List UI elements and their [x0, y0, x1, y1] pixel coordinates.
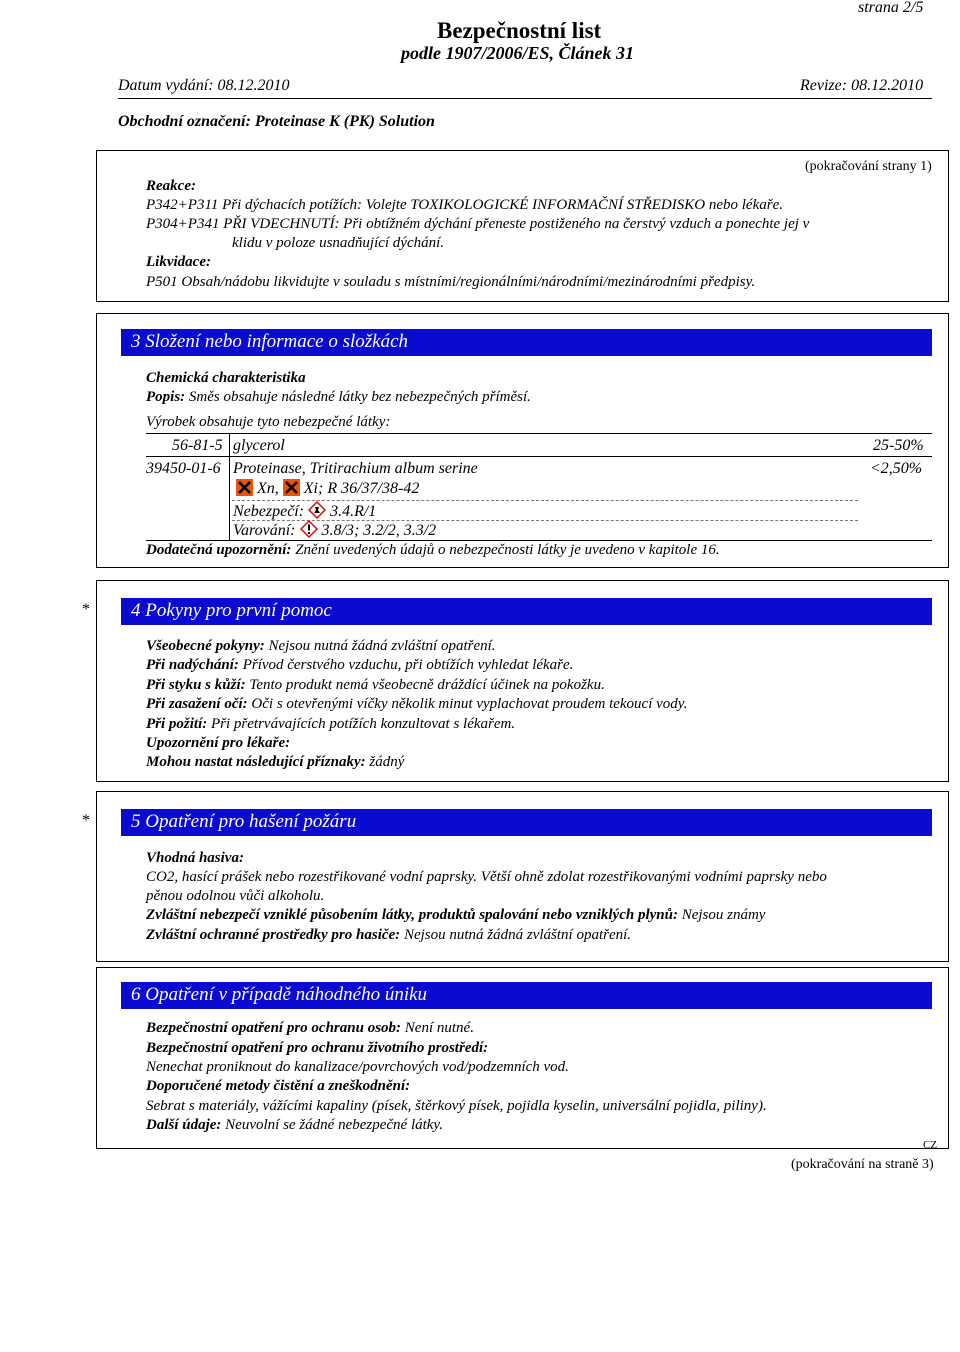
first-aid-label: Při nadýchání: — [146, 657, 239, 673]
classification-line — [236, 479, 419, 498]
continued-to-label: (pokračování na straně 3) — [791, 1157, 934, 1172]
warning-value: 3.8/3; 3.2/2, 3.3/2 — [321, 522, 437, 539]
p304-statement: P304+P341 PŘI VDECHNUTÍ: Při obtížném dýchání přeneste postiženého na čerstvý vzduch a ponechte jej v — [146, 216, 810, 232]
danger-label: Nebezpečí: — [233, 503, 305, 520]
media-text: CO2, hasící prášek nebo rozestřikované vodní paprsky. Větší ohně zdolat rozestřikovanými vodními paprsky nebo — [146, 869, 827, 885]
environment-text: Nenechat proniknout do kanalizace/povrchových vod/podzemních vod. — [146, 1059, 569, 1075]
cleanup-text: Sebrat s materiály, vážícími kapaliny (písek, štěrkový písek, pojidla kyselin, universální pojidla, piliny). — [146, 1098, 767, 1114]
protective-equipment-label: Zvláštní ochranné prostředky pro hasiče: — [146, 927, 401, 943]
first-aid-item — [146, 637, 496, 656]
revision-date: Revize: 08.12.2010 — [800, 77, 924, 94]
change-marker: * — [82, 601, 90, 618]
first-aid-item — [146, 695, 687, 714]
personal-precautions-label: Bezpečnostní opatření pro ochranu osob: — [146, 1020, 402, 1036]
health-hazard-icon — [308, 501, 326, 519]
description-text: Směs obsahuje následné látky bez nebezpečných příměsí. — [188, 389, 531, 405]
special-hazard-text: Nejsou známy — [681, 907, 766, 923]
extra-notes-label: Dodatečná upozornění: — [146, 542, 292, 558]
warning-line — [233, 520, 436, 540]
media-text-cont: pěnou odolnou vůči alkoholu. — [146, 888, 325, 904]
concentration: <2,50% — [870, 460, 923, 477]
more-info-line — [146, 1116, 443, 1135]
personal-precautions-line — [146, 1019, 474, 1038]
exclamation-mark-icon — [300, 520, 318, 538]
extra-notes-text: Znění uvedených údajů o nebezpečnosti látky je uvedeno v kapitole 16. — [295, 542, 720, 558]
more-info-text: Neuvolní se žádné nebezpečné látky. — [225, 1117, 444, 1133]
danger-value: 3.4.R/1 — [330, 503, 377, 520]
media-label: Vhodná hasiva: — [146, 850, 244, 866]
document-subtitle: podle 1907/2006/ES, Článek 31 — [401, 43, 635, 63]
environment-label: Bezpečnostní opatření pro ochranu životního prostředí: — [146, 1040, 489, 1056]
warning-label: Varování: — [233, 522, 296, 539]
header-rule — [118, 98, 932, 99]
chem-characteristic-label: Chemická charakteristika — [146, 370, 306, 386]
more-info-label: Další údaje: — [146, 1117, 222, 1133]
section5-heading: 5 Opatření pro hašení požáru — [131, 811, 357, 832]
special-hazard-label: Zvláštní nebezpečí vzniklé působením látky, produktů spalování nebo vzniklých plynů: — [146, 907, 678, 923]
cleanup-label: Doporučené metody čistění a zneškodnění: — [146, 1078, 411, 1094]
concentration: 25-50% — [873, 437, 924, 454]
section6-heading-bar — [121, 981, 932, 1009]
danger-line — [233, 501, 376, 521]
harmful-x-icon — [236, 479, 253, 496]
first-aid-text: Při přetrvávajících potížích konzultovat s lékařem. — [211, 716, 516, 732]
section3-heading: 3 Složení nebo informace o složkách — [131, 331, 409, 352]
description-label: Popis: — [146, 389, 186, 405]
trade-name: Obchodní označení: Proteinase K (PK) Solution — [118, 113, 435, 130]
description-line — [146, 388, 531, 407]
section5-heading-bar — [121, 808, 932, 836]
first-aid-text: Přívod čerstvého vzduchu, při obtížích vyhledat lékaře. — [242, 657, 574, 673]
first-aid-item — [146, 734, 290, 753]
section6-heading: 6 Opatření v případě náhodného úniku — [131, 984, 428, 1005]
protective-equipment-line — [146, 926, 631, 945]
p342-statement: P342+P311 Při dýchacích potížích: Volejte TOXIKOLOGICKÉ INFORMAČNÍ STŘEDISKO nebo lékaře. — [146, 197, 783, 213]
first-aid-text: Oči s otevřenými víčky několik minut vyplachovat proudem tekoucí vody. — [251, 696, 688, 712]
irritant-x-icon — [283, 479, 300, 496]
first-aid-text: Tento produkt nemá všeobecně dráždící účinek na pokožku. — [249, 677, 605, 693]
first-aid-text: žádný — [369, 754, 405, 770]
p501-statement: P501 Obsah/nádobu likvidujte v souladu s místními/regionálními/národními/mezinárodními předpisy. — [146, 274, 756, 290]
first-aid-label: Upozornění pro lékaře: — [146, 735, 291, 751]
first-aid-label: Při zasažení očí: — [146, 696, 248, 712]
language-code: CZ — [923, 1139, 938, 1151]
page-number: strana 2/5 — [858, 0, 924, 16]
first-aid-label: Při požití: — [146, 716, 208, 732]
first-aid-text: Nejsou nutná žádná zvláštní opatření. — [268, 638, 496, 654]
continued-from-label: (pokračování strany 1) — [805, 159, 932, 174]
first-aid-label: Mohou nastat následující příznaky: — [146, 754, 366, 770]
xn-label: Xn, — [257, 480, 279, 497]
cas-number: 56-81-5 — [172, 437, 223, 454]
personal-precautions-text: Není nutné. — [404, 1020, 474, 1036]
special-hazard-line — [146, 906, 765, 925]
first-aid-item — [146, 753, 404, 772]
table-row-rule — [146, 456, 932, 457]
issue-date: Datum vydání: 08.12.2010 — [118, 77, 290, 94]
section3-heading-bar — [121, 328, 932, 356]
substance-name: glycerol — [233, 437, 285, 454]
substance-name: Proteinase, Tritirachium album serine — [233, 460, 478, 477]
first-aid-label: Při styku s kůží: — [146, 677, 246, 693]
section4-heading: 4 Pokyny pro první pomoc — [131, 600, 332, 621]
xi-label: Xi; R 36/37/38-42 — [303, 480, 420, 497]
contains-label: Výrobek obsahuje tyto nebezpečné látky: — [146, 414, 391, 430]
cas-number: 39450-01-6 — [146, 460, 221, 477]
disposal-label: Likvidace: — [146, 254, 211, 270]
first-aid-label: Všeobecné pokyny: — [146, 638, 265, 654]
first-aid-item — [146, 656, 573, 675]
protective-equipment-text: Nejsou nutná žádná zvláštní opatření. — [403, 927, 632, 943]
p304-statement-cont: klidu v poloze usnadňující dýchání. — [232, 235, 445, 251]
extra-notes-line — [146, 541, 720, 560]
document-title: Bezpečnostní list — [437, 18, 602, 43]
first-aid-item — [146, 715, 515, 734]
reaction-label: Reakce: — [146, 178, 196, 194]
first-aid-item — [146, 676, 605, 695]
change-marker: * — [82, 812, 90, 829]
section4-heading-bar — [121, 597, 932, 625]
table-column-divider — [229, 434, 230, 541]
table-top-rule — [146, 433, 932, 434]
